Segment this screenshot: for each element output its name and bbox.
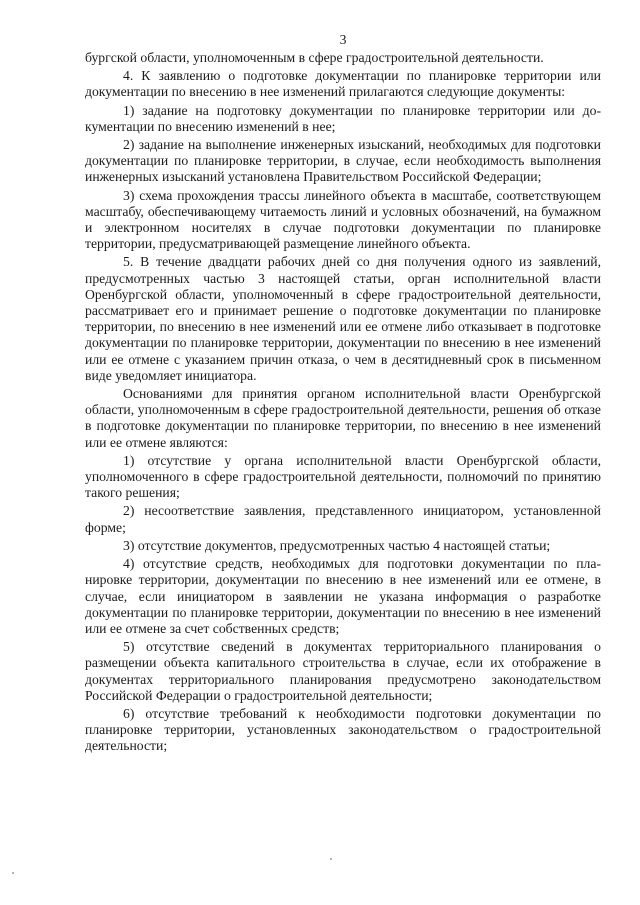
document-page bbox=[85, 32, 601, 757]
paragraph-item-5: 5. В течение двадцати рабочих дней со дня получения одного из заявлений, предусмотренных частью 3 настоящей статьи, орган исполнительной власти Оренбургской области, уполномоченный в сфере градостроительной деятельности, рассматривает его и принимает решение о подготовке документации по планировке территории, по внесению в нее изменений или ее отмене либо отказывает в подготовке документации по планировке территории, документации по внесению в нее изменений или ее отмене с указанием причин отказа, о чем в десятидневный срок в письменном виде уведомляет инициатора. bbox=[85, 254, 601, 383]
paragraph-ground-3: 3) отсутствие документов, предусмотренных частью 4 настоящей статьи; bbox=[123, 537, 551, 553]
scan-speck bbox=[12, 872, 14, 874]
paragraph-subitem-4-1: 1) задание на подготовку документации по планировке территории или документации по внесению изменений в нее; bbox=[85, 102, 601, 134]
paragraph-ground-6: 6) отсутствие требований к необходимости подготовки документации по планировке территории, установленных законодательством о градостроительной деятельности; bbox=[85, 705, 601, 754]
paragraph-ground-1: 1) отсутствие у органа исполнительной власти Оренбургской области, уполномоченного в сфере градостроительной деятельности, полномочий по принятию такого решения; bbox=[85, 452, 601, 501]
paragraph-item-4: 4. К заявлению о подготовке документации по планировке территории или документации по внесению в нее изменений прилагаются следующие документы: bbox=[85, 68, 601, 100]
paragraph-intro-continuation: бургской области, уполномоченным в сфере градостроительной деятельности. bbox=[85, 50, 544, 65]
paragraph-ground-5: 5) отсутствие сведений в документах территориального планирования о размещении объекта капитального строительства в случае, если их отображение в документах территориального планирования предусмотрено законодательством Российской Федерации о градостроительной деятельности; bbox=[85, 639, 601, 703]
page-number: 3 bbox=[339, 32, 347, 47]
paragraph-ground-4: 4) отсутствие средств, необходимых для подготовки документации по планировке территории, документации по внесению в нее изменений или ее отмене, в случае, если инициатором в заявлении не указана информация о разработке документации по планировке территории, документации по внесению в нее изменений или ее отмене за счет собственных средств; bbox=[85, 556, 601, 636]
paragraph-subitem-4-3: 3) схема прохождения трассы линейного объекта в масштабе, соответствующем масштабу, обеспечивающему читаемость линий и условных обозначений, на бумажном и электронном носителях в случае подготовки документации по планировке территории, предусматривающей размещение линейного объекта. bbox=[85, 187, 601, 252]
paragraph-ground-2: 2) несоответствие заявления, представленного инициатором, установленной форме; bbox=[85, 503, 601, 535]
scan-speck bbox=[330, 858, 332, 860]
paragraph-subitem-4-2: 2) задание на выполнение инженерных изысканий, необходимых для подготовки документации по планировке территории, в случае, если необходимость выполнения инженерных изысканий установлена Правительством Российской Федерации; bbox=[85, 137, 601, 185]
paragraph-refusal-grounds: Основаниями для принятия органом исполнительной власти Оренбургской области, уполномоченным в сфере градостроительной деятельности, решения об отказе в подготовке документации по планировке территории, по внесению в нее изменений или ее отмене являются: bbox=[85, 386, 601, 450]
